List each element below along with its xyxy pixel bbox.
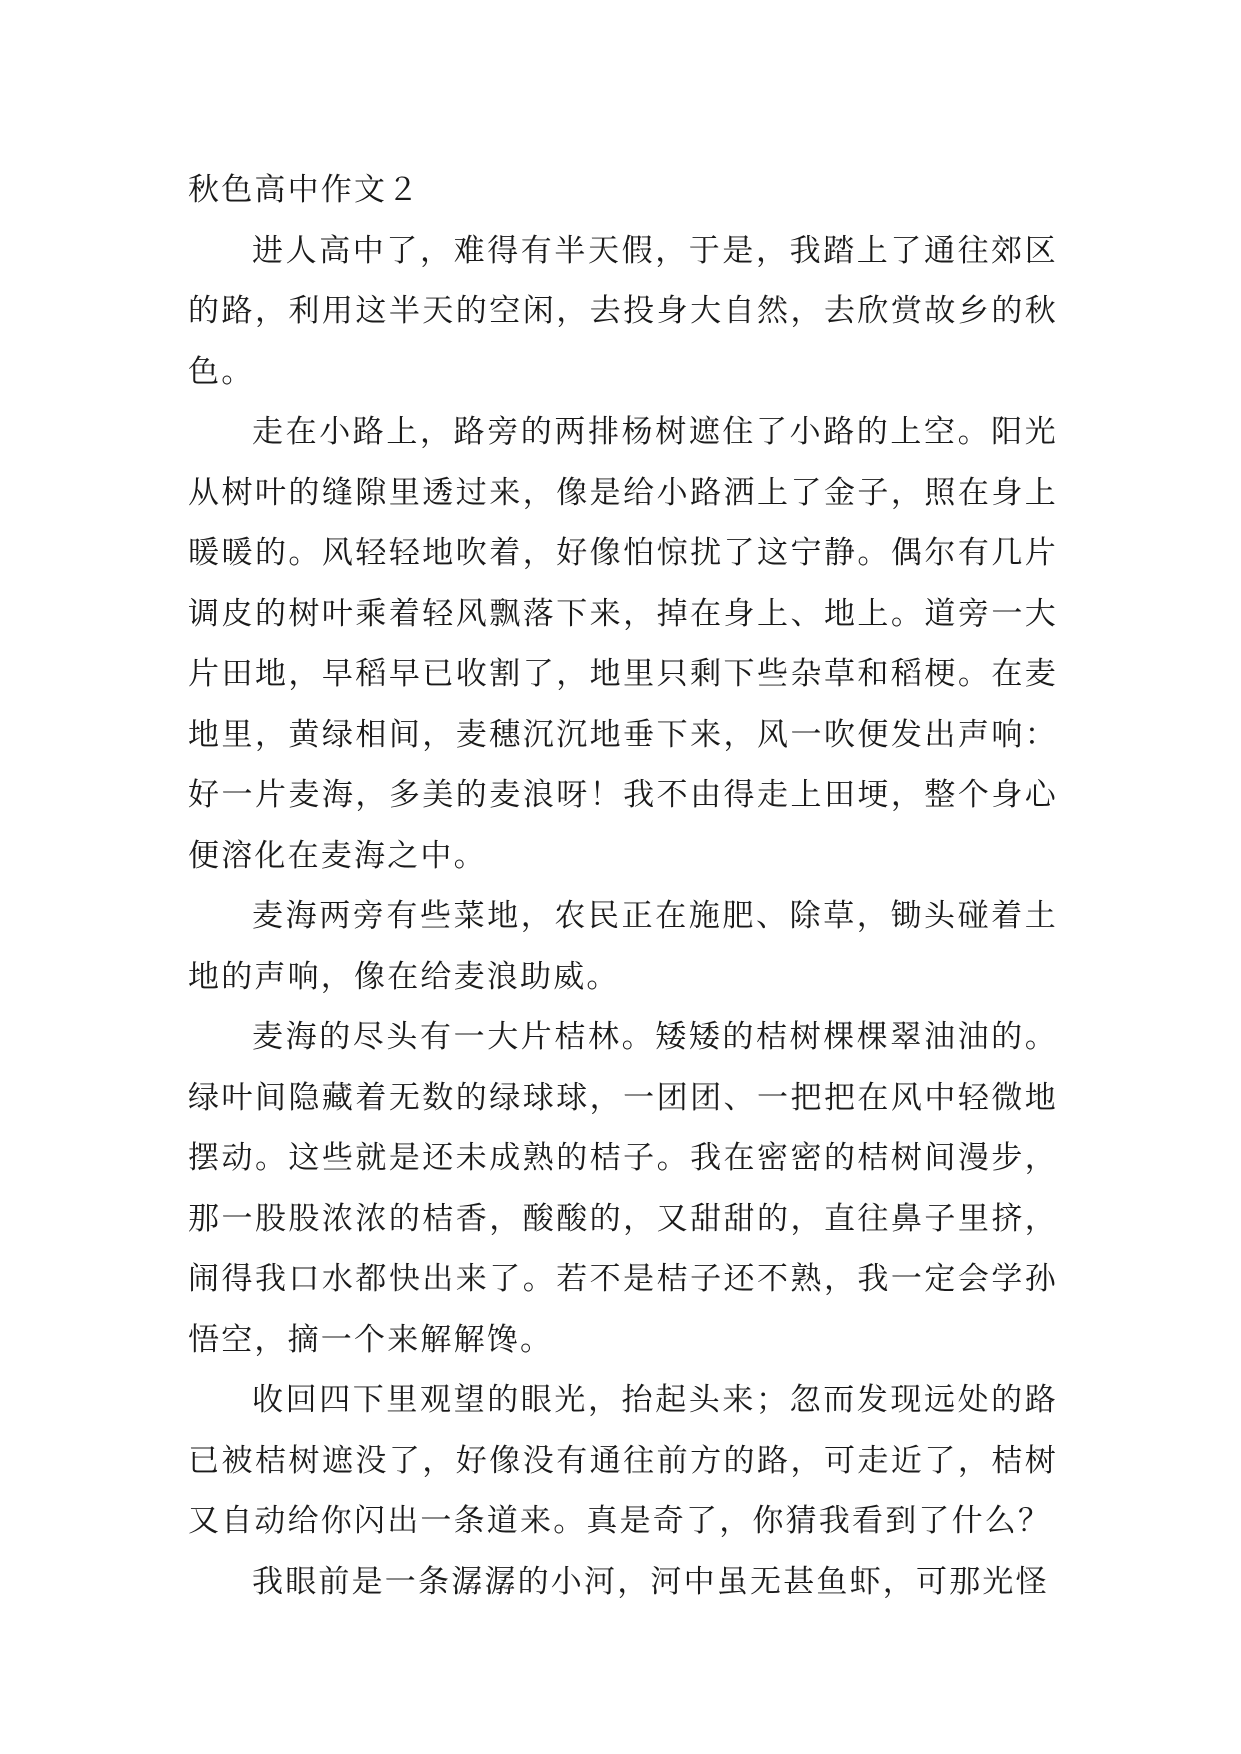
paragraph: 收回四下里观望的眼光，抬起头来；忽而发现远处的路已被桔树遮没了，好像没有通往前方的路，可走近了，桔树又自动给你闪出一条道来。真是奇了，你猜我看到了什么？ — [188, 1382, 1058, 1539]
paragraph: 我眼前是一条潺潺的小河，河中虽无甚鱼虾，可那光怪 — [252, 1563, 1049, 1600]
paragraph: 麦海的尽头有一大片桔林。矮矮的桔树棵棵翠油油的。绿叶间隐藏着无数的绿球球，一团团、一把把在风中轻微地摆动。这些就是还未成熟的桔子。我在密密的桔树间漫步，那一股股浓浓的桔香，酸酸的，又甜甜的，直往鼻子里挤，闹得我口水都快出来了。若不是桔子还不熟，我一定会学孙悟空，摘一个来解解馋。 — [188, 1019, 1058, 1358]
paragraph: 走在小路上，路旁的两排杨树遮住了小路的上空。阳光从树叶的缝隙里透过来，像是给小路洒上了金子，照在身上暖暖的。风轻轻地吹着，好像怕惊扰了这宁静。偶尔有几片调皮的树叶乘着轻风飘落下来，掉在身上、地上。道旁一大片田地，早稻早已收割了，地里只剩下些杂草和稻梗。在麦地里，黄绿相间，麦穗沉沉地垂下来，风一吹便发出声响：好一片麦海，多美的麦浪呀！我不由得走上田埂，整个身心便溶化在麦海之中。 — [188, 414, 1058, 874]
paragraph: 麦海两旁有些菜地，农民正在施肥、除草，锄头碰着土地的声响，像在给麦浪助威。 — [188, 898, 1058, 995]
document-body — [188, 160, 1058, 1612]
document-title: 秋色高中作文２ — [188, 172, 421, 208]
paragraph: 进人高中了，难得有半天假，于是，我踏上了通往郊区的路，利用这半天的空闲，去投身大自然，去欣赏故乡的秋色。 — [188, 232, 1058, 390]
